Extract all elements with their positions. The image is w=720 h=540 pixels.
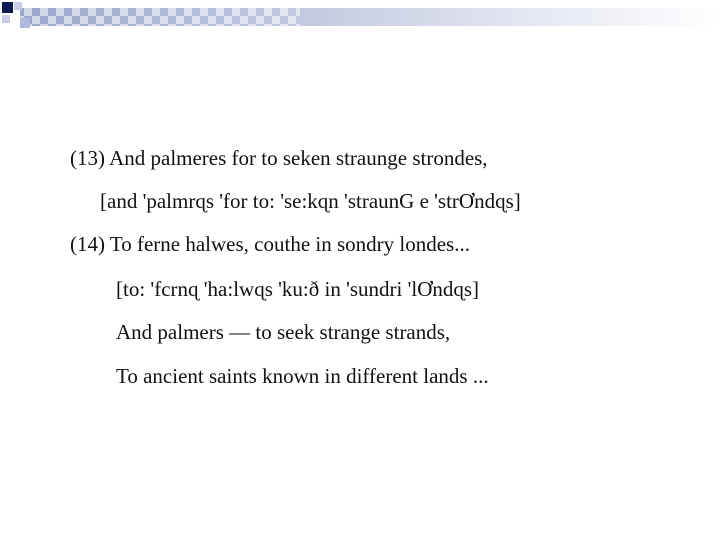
corner-square-light-2 bbox=[2, 15, 10, 23]
header-checker-overlay bbox=[20, 8, 300, 26]
corner-square-dark bbox=[2, 2, 13, 13]
text-line-13-middle-english: (13) And palmeres for to seken straunge strondes, bbox=[70, 146, 488, 170]
text-line-13-transcription: [and 'palmrɋs 'for to: 'se:kɋn 'straunG e 'strƠndɋs] bbox=[100, 189, 521, 213]
text-line-14-middle-english: (14) To ferne halwes, couthe in sondry londes... bbox=[70, 232, 470, 256]
corner-square-light-1 bbox=[14, 2, 22, 10]
decorative-header-band bbox=[0, 0, 720, 60]
text-line-14-transcription: [to: 'fcrnɋ 'ha:lwɋs 'ku:ð in 'sundri 'lƠndɋs] bbox=[116, 277, 480, 301]
corner-square-light-3 bbox=[20, 18, 30, 28]
text-line-translation-2: To ancient saints known in different lands ... bbox=[116, 364, 489, 388]
text-line-translation-1: And palmers — to seek strange strands, bbox=[116, 320, 451, 344]
